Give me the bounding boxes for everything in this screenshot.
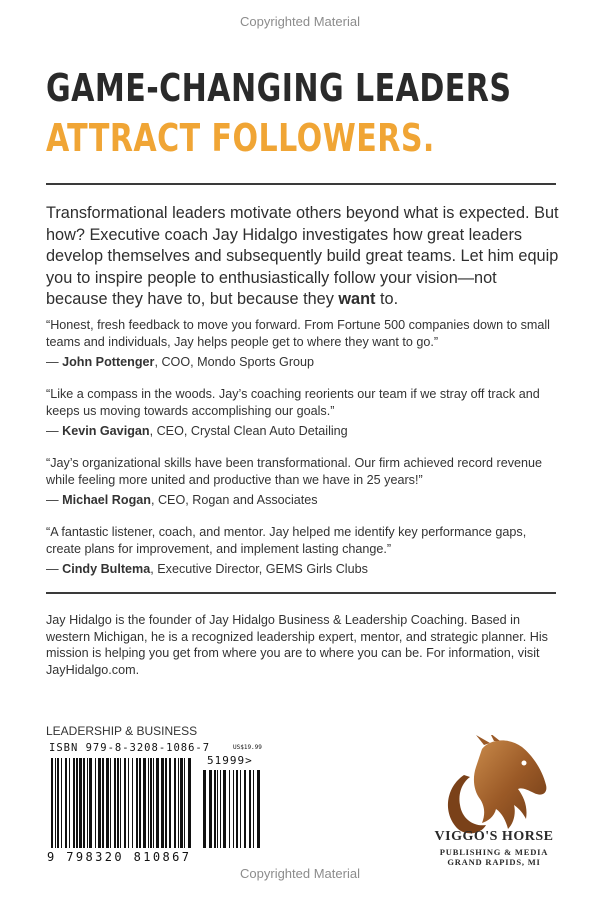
barcode-price: US$19.99	[233, 744, 262, 751]
copyright-top-label: Copyrighted Material	[240, 14, 360, 29]
testimonial-quote: “Like a compass in the woods. Jay’s coaching reorients our team if we stray off track and keeps us moving towards accomplishing our goals.”	[46, 387, 540, 418]
headline-line-2: ATTRACT FOLLOWERS.	[46, 116, 435, 160]
attribution-name: Michael Rogan	[62, 493, 151, 507]
intro-text-end: to.	[375, 290, 399, 308]
attribution-name: John Pottenger	[62, 355, 155, 369]
isbn-number: ISBN 979-8-3208-1086-7	[49, 742, 211, 754]
attribution-title: , COO, Mondo Sports Group	[154, 355, 315, 369]
top-divider	[46, 183, 556, 185]
testimonial-attribution	[46, 423, 561, 440]
testimonial-4	[46, 524, 561, 578]
copyright-bottom-label: Copyrighted Material	[240, 866, 360, 881]
intro-text: Transformational leaders motivate others beyond what is expected. But how? Executive coach Jay Hidalgo investigates how great leaders develop themselves and subsequently build great teams. Let him equip you to inspire people to enthusiastically follow your vision—not because they have to, but because they	[46, 204, 559, 308]
attribution-name: Cindy Bultema	[62, 562, 151, 576]
category-label: LEADERSHIP & BUSINESS	[46, 724, 198, 738]
testimonial-quote: “Honest, fresh feedback to move you forward. From Fortune 500 companies down to small teams and individuals, Jay helps people get to where they want to go.”	[46, 318, 550, 349]
attribution-title: , CEO, Crystal Clean Auto Detailing	[149, 424, 348, 438]
attribution-name: Kevin Gavigan	[62, 424, 150, 438]
author-bio: Jay Hidalgo is the founder of Jay Hidalgo Business & Leadership Coaching. Based in western Michigan, he is a recognized leadership expert, mentor, and strategic planner. His mission is helping you get from where you are to where you can be. For information, visit JayHidalgo.com.	[46, 613, 548, 677]
barcode-bars	[45, 742, 267, 866]
intro-emphasis: want	[338, 290, 376, 308]
ean-number: 9 798320 810867	[47, 850, 192, 864]
attribution-title: , CEO, Rogan and Associates	[150, 493, 318, 507]
attribution-dash: —	[46, 424, 63, 438]
publisher-location: GRAND RAPIDS, MI	[447, 857, 541, 867]
testimonial-1	[46, 317, 561, 371]
attribution-title: , Executive Director, GEMS Girls Clubs	[150, 562, 368, 576]
attribution-dash: —	[46, 493, 63, 507]
testimonial-quote: “Jay’s organizational skills have been transformational. Our firm achieved record revenue while feeling more united and productive than we have in 25 years!”	[46, 456, 543, 487]
publisher-name: VIGGO'S HORSE	[434, 829, 554, 844]
barcode-price-code: 51999>	[207, 754, 253, 767]
intro-paragraph	[46, 203, 561, 311]
attribution-dash: —	[46, 562, 63, 576]
testimonial-attribution	[46, 492, 561, 509]
bottom-divider	[46, 592, 556, 594]
testimonial-attribution	[46, 354, 561, 371]
testimonial-attribution	[46, 561, 561, 578]
isbn-barcode	[45, 742, 267, 866]
testimonial-3	[46, 455, 561, 509]
testimonial-quote: “A fantastic listener, coach, and mentor. Jay helped me identify key performance gaps, create plans for improvement, and implement lasting change.”	[46, 525, 527, 556]
headline-line-1: GAME-CHANGING LEADERS	[46, 66, 512, 110]
publisher-line-2: PUBLISHING & MEDIA	[439, 847, 549, 857]
attribution-dash: —	[46, 355, 63, 369]
testimonial-2	[46, 386, 561, 440]
